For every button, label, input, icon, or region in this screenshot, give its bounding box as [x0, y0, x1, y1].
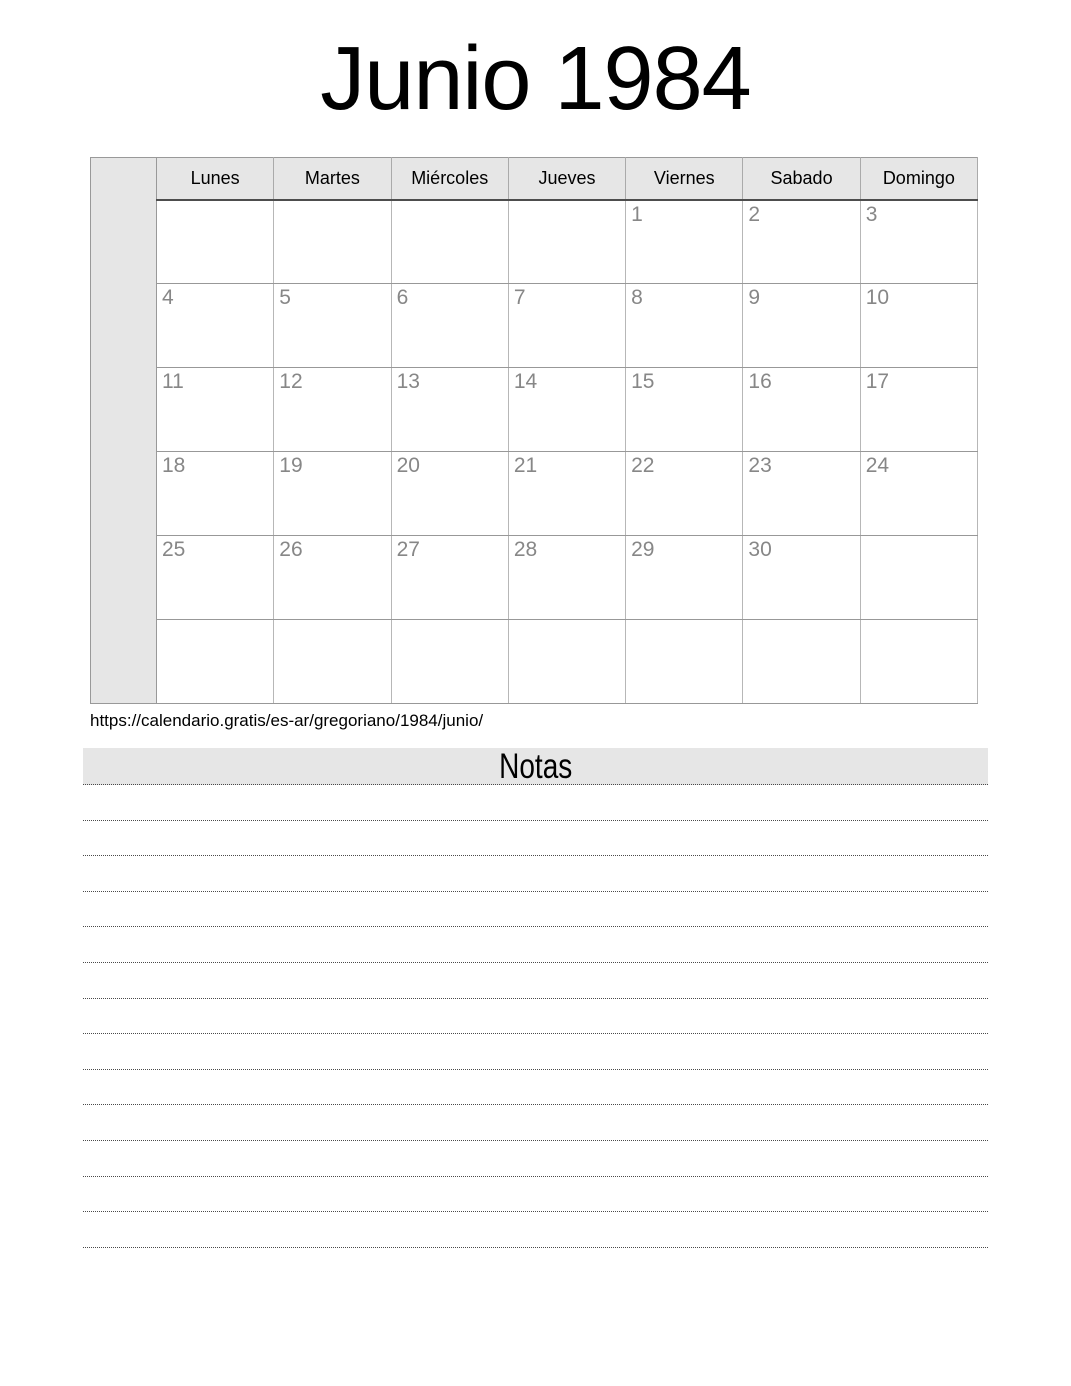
notes-header-bar: [83, 748, 988, 785]
weekday-header-viernes: Viernes: [626, 158, 743, 200]
notes-ruled-line: [83, 999, 988, 1035]
day-cell: 19: [274, 452, 391, 536]
day-cell: 11: [157, 368, 274, 452]
day-cell: [274, 200, 391, 284]
notes-ruled-line: [83, 892, 988, 928]
page-url: https://calendario.gratis/es-ar/gregoriano/1984/junio/: [90, 711, 484, 730]
day-cell: 16: [743, 368, 860, 452]
day-cell: 10: [860, 284, 977, 368]
day-cell: 14: [508, 368, 625, 452]
day-cell: 1: [626, 200, 743, 284]
day-cell: 27: [391, 536, 508, 620]
weekday-header-domingo: Domingo: [860, 158, 977, 200]
day-cell: [274, 620, 391, 704]
week-row: [91, 284, 978, 368]
notes-section: [83, 748, 988, 1248]
day-cell: 3: [860, 200, 977, 284]
day-cell: 6: [391, 284, 508, 368]
weekday-header-lunes: Lunes: [157, 158, 274, 200]
day-cell: [860, 536, 977, 620]
week-number-column: [91, 158, 157, 704]
day-cell: 30: [743, 536, 860, 620]
day-cell: 15: [626, 368, 743, 452]
day-cell: 28: [508, 536, 625, 620]
day-cell: 26: [274, 536, 391, 620]
week-row: [91, 200, 978, 284]
day-cell: 4: [157, 284, 274, 368]
notes-ruled-line: [83, 1141, 988, 1177]
day-cell: [157, 620, 274, 704]
weekday-header-jueves: Jueves: [508, 158, 625, 200]
day-cell: 20: [391, 452, 508, 536]
day-cell: [626, 620, 743, 704]
day-cell: [508, 620, 625, 704]
day-cell: 23: [743, 452, 860, 536]
day-cell: 5: [274, 284, 391, 368]
day-cell: 17: [860, 368, 977, 452]
day-cell: [391, 620, 508, 704]
day-cell: 8: [626, 284, 743, 368]
day-cell: 29: [626, 536, 743, 620]
week-row: [91, 452, 978, 536]
day-cell: 9: [743, 284, 860, 368]
week-row: [91, 536, 978, 620]
day-cell: 7: [508, 284, 625, 368]
day-cell: [157, 200, 274, 284]
day-cell: 24: [860, 452, 977, 536]
notes-ruled-line: [83, 785, 988, 821]
day-cell: [860, 620, 977, 704]
notes-ruled-line: [83, 1034, 988, 1070]
day-cell: 12: [274, 368, 391, 452]
notes-ruled-line: [83, 1105, 988, 1141]
day-cell: [391, 200, 508, 284]
weekday-header-martes: Martes: [274, 158, 391, 200]
notes-ruled-line: [83, 963, 988, 999]
weekday-header-row: [91, 158, 978, 200]
day-cell: 13: [391, 368, 508, 452]
day-cell: [508, 200, 625, 284]
week-row: [91, 368, 978, 452]
notes-ruled-line: [83, 1212, 988, 1248]
day-cell: 2: [743, 200, 860, 284]
notes-ruled-line: [83, 1177, 988, 1213]
calendar-table: [90, 157, 978, 704]
day-cell: [743, 620, 860, 704]
notes-ruled-line: [83, 927, 988, 963]
day-cell: 25: [157, 536, 274, 620]
week-row: [91, 620, 978, 704]
notes-ruled-line: [83, 1070, 988, 1106]
weekday-header-miercoles: Miércoles: [391, 158, 508, 200]
weekday-header-sabado: Sabado: [743, 158, 860, 200]
day-cell: 18: [157, 452, 274, 536]
notes-lines: [83, 785, 988, 1248]
day-cell: 21: [508, 452, 625, 536]
notes-ruled-line: [83, 856, 988, 892]
day-cell: 22: [626, 452, 743, 536]
notes-ruled-line: [83, 821, 988, 857]
page-title: Junio 1984: [320, 29, 751, 129]
notes-title: Notas: [498, 747, 573, 786]
